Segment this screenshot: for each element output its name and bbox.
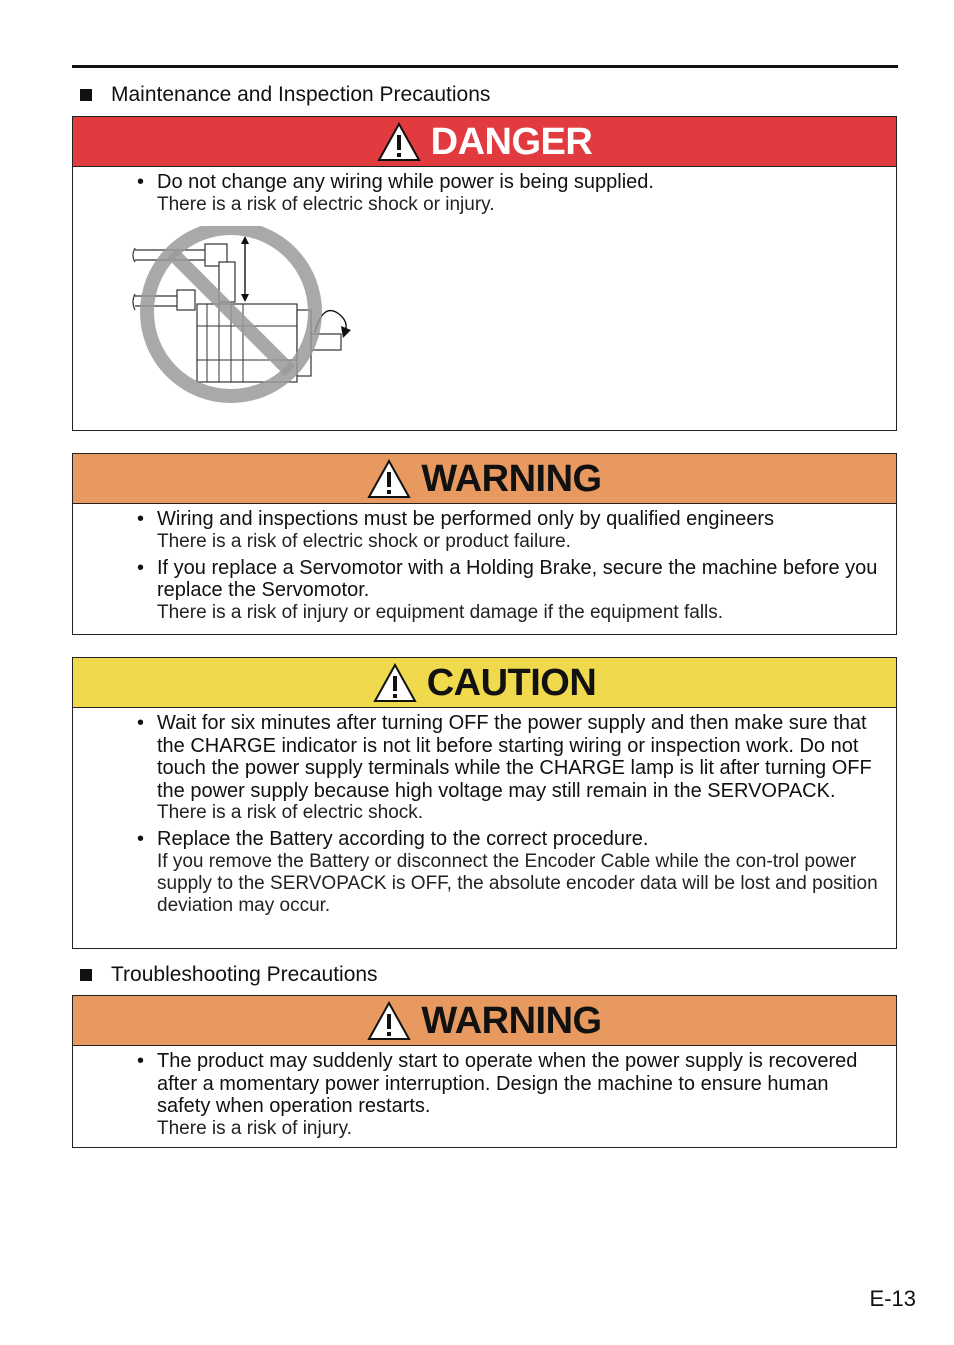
bullet: • [137, 556, 145, 579]
section-heading-text: Maintenance and Inspection Precautions [111, 83, 491, 106]
caution-box [72, 657, 897, 949]
section-heading-troubleshooting [80, 963, 378, 987]
warning-title: WARNING [421, 457, 602, 500]
warning-body [73, 504, 896, 634]
list-item [137, 171, 886, 216]
item-text: Wiring and inspections must be performed only by qualified engineers [157, 508, 775, 530]
square-bullet-icon [80, 89, 92, 101]
bullet: • [137, 1050, 145, 1072]
item-text: If you replace a Servomotor with a Holding Brake, secure the machine before you replace the Servomotor. [157, 556, 878, 601]
bullet: • [137, 712, 145, 734]
danger-header [73, 117, 896, 167]
item-text: Replace the Battery according to the correct procedure. [157, 828, 649, 850]
square-bullet-icon [80, 969, 92, 981]
caution-title: CAUTION [426, 661, 597, 704]
no-wiring-change-illustration [127, 226, 886, 411]
warning-triangle-icon [367, 459, 411, 499]
danger-body [73, 167, 896, 417]
item-risk: There is a risk of electric shock. [157, 802, 424, 823]
item-text: Wait for six minutes after turning OFF the power supply and then make sure that the CHARGE indicator is not lit before starting wiring or inspection work. Do not touch the power supply terminals while the CHARGE lamp is lit after turning OFF the power supply because high voltage may still remain in the SERVOPACK. [157, 712, 872, 802]
caution-body [73, 708, 896, 927]
list-item [137, 828, 886, 917]
warning-box-2 [72, 995, 897, 1148]
warning-triangle-icon [367, 1001, 411, 1041]
warning-triangle-icon [373, 663, 417, 703]
list-item [137, 508, 886, 553]
warning-header [73, 454, 896, 504]
section-heading-text: Troubleshooting Precautions [111, 963, 378, 986]
warning-box-1 [72, 453, 897, 635]
warning-title: WARNING [421, 999, 602, 1042]
bullet: • [137, 828, 145, 850]
item-risk: There is a risk of injury. [157, 1117, 352, 1139]
bullet: • [137, 508, 145, 530]
list-item [137, 1050, 886, 1140]
item-risk: There is a risk of injury or equipment damage if the equipment falls. [157, 601, 724, 623]
warning-body [73, 1046, 896, 1150]
list-item [137, 557, 886, 624]
caution-header [73, 658, 896, 708]
top-rule [72, 65, 898, 68]
danger-title: DANGER [430, 120, 593, 163]
warning-header [73, 996, 896, 1046]
warning-triangle-icon [377, 122, 421, 162]
item-risk: There is a risk of electric shock or product failure. [157, 530, 571, 552]
bullet: • [137, 171, 145, 193]
item-text: The product may suddenly start to operate when the power supply is recovered after a momentary power interruption. Design the machine to ensure human safety when operation restarts. [157, 1050, 858, 1117]
item-risk: If you remove the Battery or disconnect the Encoder Cable while the con-trol power supply to the SERVOPACK is OFF, the absolute encoder data will be lost and position deviation may occur. [157, 850, 878, 916]
danger-box [72, 116, 897, 431]
section-heading-maintenance [80, 83, 490, 107]
item-risk: There is a risk of electric shock or injury. [157, 193, 495, 215]
page-number: E-13 [869, 1286, 916, 1311]
list-item [137, 712, 886, 824]
item-text: Do not change any wiring while power is being supplied. [157, 171, 654, 193]
